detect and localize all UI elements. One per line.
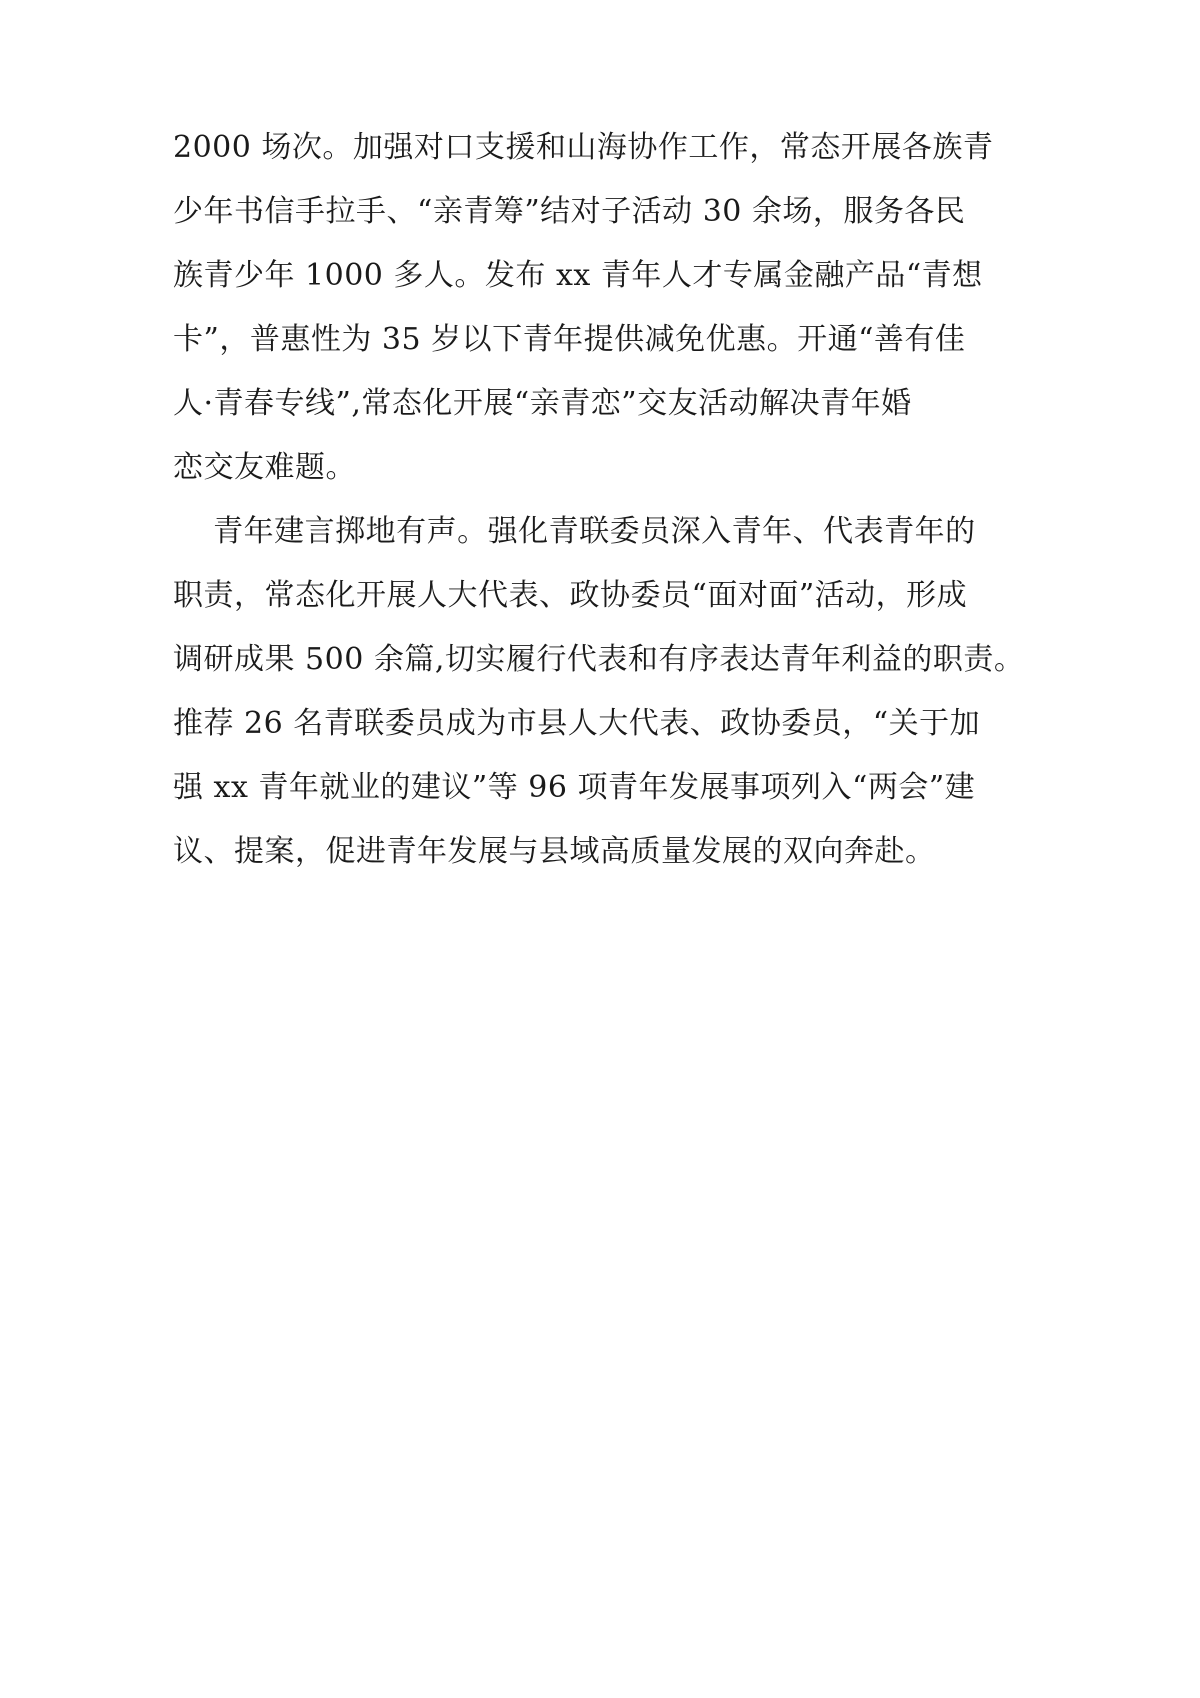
paragraph-line: 少年书信手拉手、“亲青筹”结对子活动 30 余场，服务各民 bbox=[173, 194, 966, 229]
paragraph-line: 强 xx 青年就业的建议”等 96 项青年发展事项列入“两会”建 bbox=[173, 770, 976, 805]
paragraph-line: 恋交友难题。 bbox=[173, 450, 356, 485]
paragraph-line: 调研成果 500 余篇,切实履行代表和有序表达青年利益的职责。 bbox=[173, 642, 1025, 677]
paragraph-line: 2000 场次。加强对口支援和山海协作工作，常态开展各族青 bbox=[173, 130, 994, 165]
paragraph-2 bbox=[173, 500, 1033, 884]
paragraph-line: 人·青春专线”,常态化开展“亲青恋”交友活动解决青年婚 bbox=[173, 386, 912, 421]
paragraph-line: 职责，常态化开展人大代表、政协委员“面对面”活动，形成 bbox=[173, 578, 968, 613]
paragraph-line: 议、提案，促进青年发展与县域高质量发展的双向奔赴。 bbox=[173, 834, 936, 869]
paragraph-line: 青年建言掷地有声。强化青联委员深入青年、代表青年的 bbox=[173, 514, 976, 549]
paragraph-line: 族青少年 1000 多人。发布 xx 青年人才专属金融产品“青想 bbox=[173, 258, 983, 293]
paragraph-line: 推荐 26 名青联委员成为市县人大代表、政协委员，“关于加 bbox=[173, 706, 981, 741]
paragraph-1 bbox=[173, 116, 1033, 500]
paragraph-line: 卡”，普惠性为 35 岁以下青年提供减免优惠。开通“善有佳 bbox=[173, 322, 966, 357]
